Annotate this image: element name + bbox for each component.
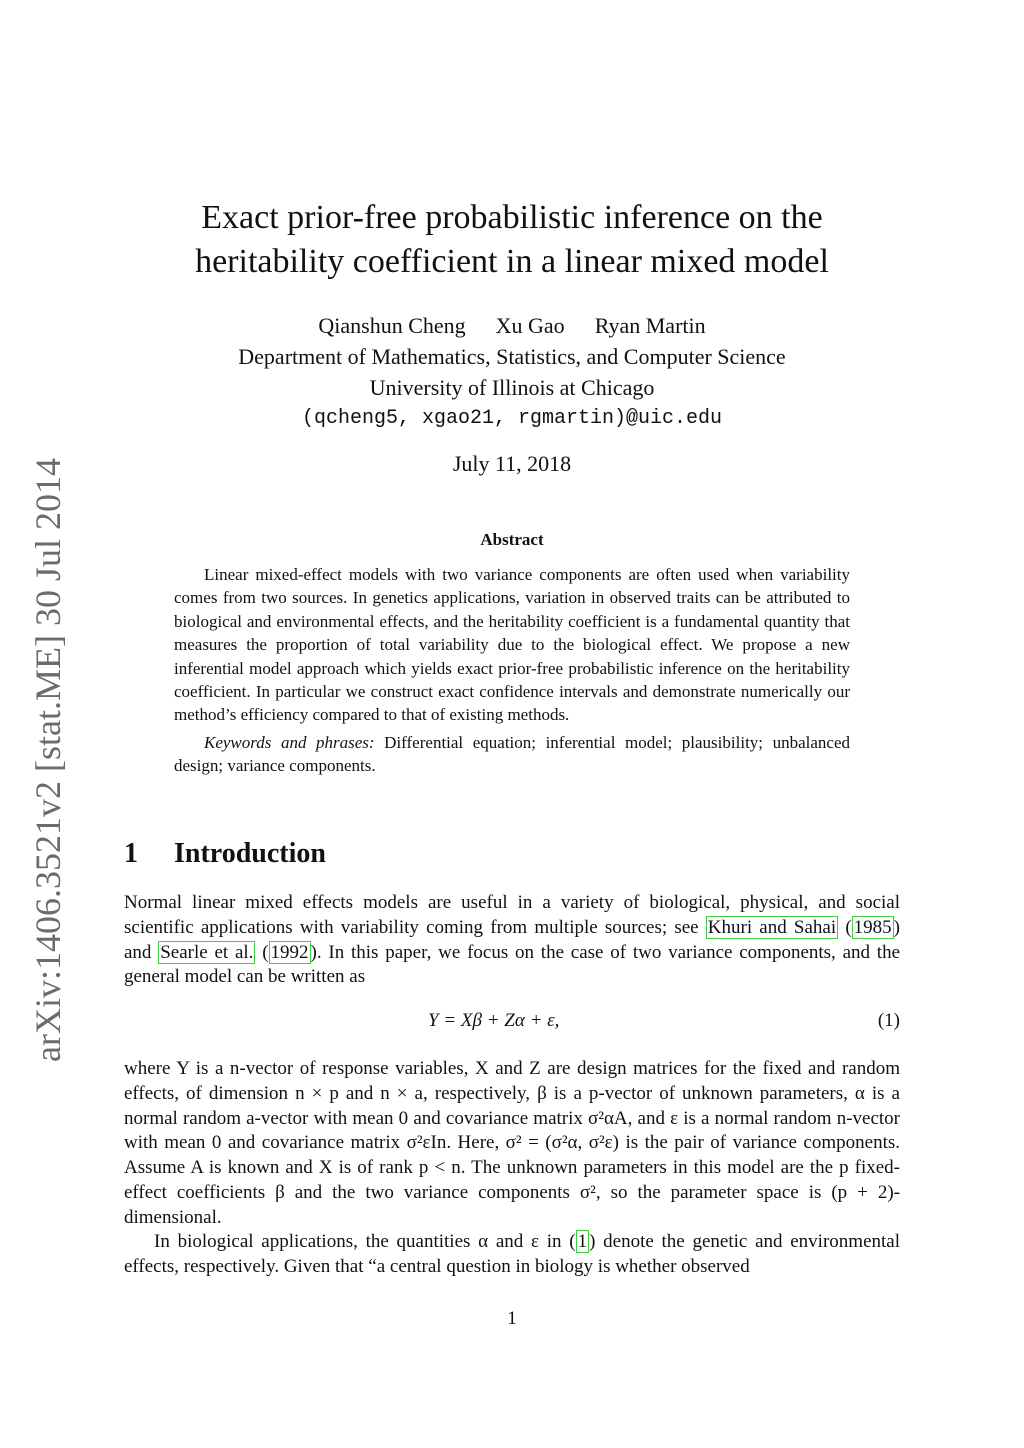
intro-paragraph-2 — [124, 1057, 900, 1231]
title-line-1: Exact prior-free probabilistic inference on the — [201, 199, 823, 236]
intro-text: ) denote the genetic and environmental effects, respectively. Given that “a central question in biology is whether observed — [124, 1231, 900, 1277]
paper-title — [124, 196, 900, 284]
author-email: (qcheng5, xgao21, rgmartin)@uic.edu — [301, 407, 723, 430]
author-names — [124, 310, 900, 341]
section-title: Introduction — [174, 838, 326, 869]
arxiv-side-stamp — [18, 460, 78, 1060]
author-name: Ryan Martin — [594, 313, 706, 338]
section-number: 1 — [124, 838, 138, 869]
abstract-heading: Abstract — [480, 530, 544, 549]
intro-text: and — [124, 941, 159, 963]
citation-link[interactable]: Khuri and Sahai — [707, 916, 837, 938]
keywords-label: Keywords and phrases: — [204, 732, 375, 752]
section-heading — [124, 838, 326, 870]
author-name: Qianshun Cheng — [318, 313, 466, 338]
keywords — [174, 731, 850, 778]
intro-text: . In this paper, we focus on the case of two variance components, and the general model can be written as — [124, 941, 901, 988]
page-number: 1 — [507, 1308, 517, 1329]
arxiv-identifier: arXiv:1406.3521v2 [stat.ME] 30 Jul 2014 — [28, 458, 68, 1062]
title-line-2: heritability coefficient in a linear mixed model — [195, 243, 829, 280]
citation-year-link[interactable]: 1985 — [853, 916, 892, 938]
author-block — [124, 310, 900, 434]
citation-year-link[interactable]: 1992 — [270, 941, 309, 963]
university: University of Illinois at Chicago — [369, 375, 655, 400]
equation-number: (1) — [877, 1010, 900, 1031]
intro-paragraph-3 — [124, 1230, 900, 1280]
equation-reference-link[interactable]: 1 — [577, 1231, 588, 1252]
abstract-body — [174, 563, 850, 778]
keywords-list: Differential equation; inferential model; plausibility; unbalanced design; variance components. — [174, 732, 850, 776]
citation-link[interactable]: Searle et al. — [160, 941, 254, 963]
intro-text: In biological applications, the quantities α and ε in ( — [154, 1231, 576, 1252]
intro-text: where Y is a n-vector of response variables, X and Z are design matrices for the fixed and random effects, of dimension n × p and n × a, respectively, β is a p-vector of unknown parameters, α is a normal random a-vector with mean 0 and covariance matrix σ²αA, and ε is a normal random n-vector with mean 0 and covariance matrix σ²εIn. Here, σ² = (σ²α, σ²ε) is the pair of variance components. Assume A is known and X is of rank p < n. The unknown parameters in this model are the p fixed-effect coefficients β and the two variance components σ², so the parameter space is (p + 2)-dimensional. — [124, 1058, 900, 1228]
author-name: Xu Gao — [495, 313, 565, 338]
department: Department of Mathematics, Statistics, and Computer Science — [238, 344, 786, 369]
intro-text: Normal linear mixed effects models are useful in a variety of biological, physical, and social scientific applications with variability coming from multiple sources; see — [124, 892, 900, 938]
abstract-text: Linear mixed-effect models with two variance components are often used when variability comes from two sources. In genetics applications, variation in observed traits can be attributed to biological and environmental effects, and the heritability coefficient is a fundamental quantity that measures the proportion of total variability due to the biological effect. We propose a new inferential model approach which yields exact prior-free probabilistic inference on the heritability coefficient. In particular we construct exact confidence intervals and demonstrate numerically our method’s efficiency compared to that of existing methods. — [174, 565, 850, 725]
equation-formula: Y = Xβ + Zα + ε, — [428, 1010, 560, 1031]
paper-date: July 11, 2018 — [452, 451, 572, 476]
intro-paragraph-1: Normal linear mixed effects models are useful in a variety of biological, physical, and social scientific applications with variability coming from multiple sources; see Khuri and Sahai ( 1985 ) and Searle et al. ( 1992 ). In this paper, we focus on the case of two variance components, and the general model can be written as — [124, 892, 901, 988]
